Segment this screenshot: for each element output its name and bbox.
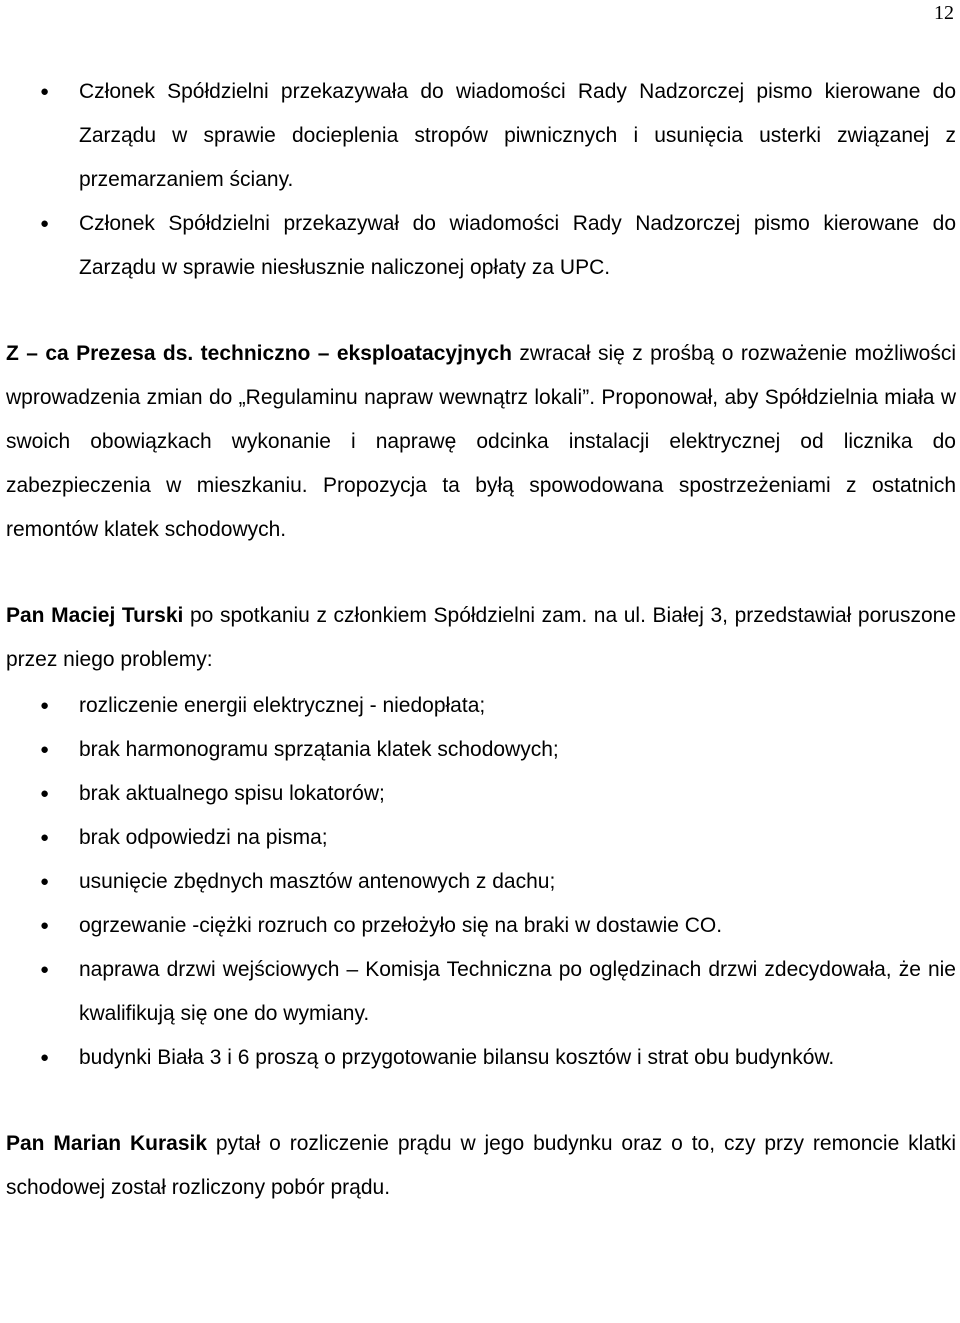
deputy-paragraph — [6, 332, 956, 552]
list-item-text: Członek Spółdzielni przekazywała do wiadomości Rady Nadzorczej pismo kierowane do Zarządu w sprawie docieplenia stropów piwnicznych i usunięcia usterki związanej z przemarzaniem ściany. — [79, 80, 956, 191]
turski-text: po spotkaniu z członkiem Spółdzielni zam. na ul. Białej 3, przedstawiał poruszone przez niego problemy: — [6, 604, 956, 671]
list-item — [6, 772, 956, 816]
list-item-text: ogrzewanie -ciężki rozruch co przełożyło się na braki w dostawie CO. — [79, 914, 723, 937]
bullet-icon: ● — [40, 215, 50, 232]
turski-paragraph — [6, 594, 956, 682]
bullet-icon: ● — [40, 697, 50, 714]
bullet-icon: ● — [40, 741, 50, 758]
turski-problem-list — [6, 684, 956, 1080]
bullet-icon: ● — [40, 785, 50, 802]
list-item — [6, 684, 956, 728]
bullet-icon: ● — [40, 917, 50, 934]
list-item-text: naprawa drzwi wejściowych – Komisja Techniczna po oględzinach drzwi zdecydowała, że nie kwalifikują się one do wymiany. — [79, 958, 956, 1025]
list-item — [6, 816, 956, 860]
bullet-icon: ● — [40, 829, 50, 846]
list-item — [6, 860, 956, 904]
list-item — [6, 728, 956, 772]
list-item-text: brak odpowiedzi na pisma; — [79, 826, 328, 849]
kurasik-name: Pan Marian Kurasik — [6, 1132, 208, 1155]
list-item-text: rozliczenie energii elektrycznej - niedopłata; — [79, 694, 486, 717]
list-item — [6, 70, 956, 202]
list-item-text: usunięcie zbędnych masztów antenowych z dachu; — [79, 870, 556, 893]
list-item — [6, 202, 956, 290]
list-item — [6, 904, 956, 948]
kurasik-paragraph — [6, 1122, 956, 1210]
list-item — [6, 948, 956, 1036]
document-body — [6, 70, 956, 1210]
list-item-text: Członek Spółdzielni przekazywał do wiadomości Rady Nadzorczej pismo kierowane do Zarządu w sprawie niesłusznie naliczonej opłaty za UPC. — [79, 212, 956, 279]
bullet-icon: ● — [40, 873, 50, 890]
page-number: 12 — [934, 2, 954, 24]
list-item-text: brak aktualnego spisu lokatorów; — [79, 782, 385, 805]
deputy-name: Z – ca Prezesa ds. techniczno – eksploatacyjnych — [6, 342, 512, 365]
list-item-text: budynki Biała 3 i 6 proszą o przygotowanie bilansu kosztów i strat obu budynków. — [79, 1046, 835, 1069]
bullet-icon: ● — [40, 1049, 50, 1066]
deputy-text: zwracał się z prośbą o rozważenie możliwości wprowadzenia zmian do „Regulaminu napraw wewnątrz lokali”. Proponował, aby Spółdzielnia miała w swoich obowiązkach wykonanie i naprawę odcinka instalacji elektrycznej od licznika do zabezpieczenia w mieszkaniu. Propozycja ta byłą spowodowana spostrzeżeniami z ostatnich remontów klatek schodowych. — [6, 342, 956, 541]
kurasik-text: pytał o rozliczenie prądu w jego budynku oraz o to, czy przy remoncie klatki schodowej został rozliczony pobór prądu. — [6, 1132, 957, 1199]
list-item — [6, 1036, 956, 1080]
bullet-icon: ● — [40, 961, 50, 978]
bullet-icon: ● — [40, 83, 50, 100]
top-bullet-list — [6, 70, 956, 290]
turski-name: Pan Maciej Turski — [6, 604, 184, 627]
list-item-text: brak harmonogramu sprzątania klatek schodowych; — [79, 738, 559, 761]
